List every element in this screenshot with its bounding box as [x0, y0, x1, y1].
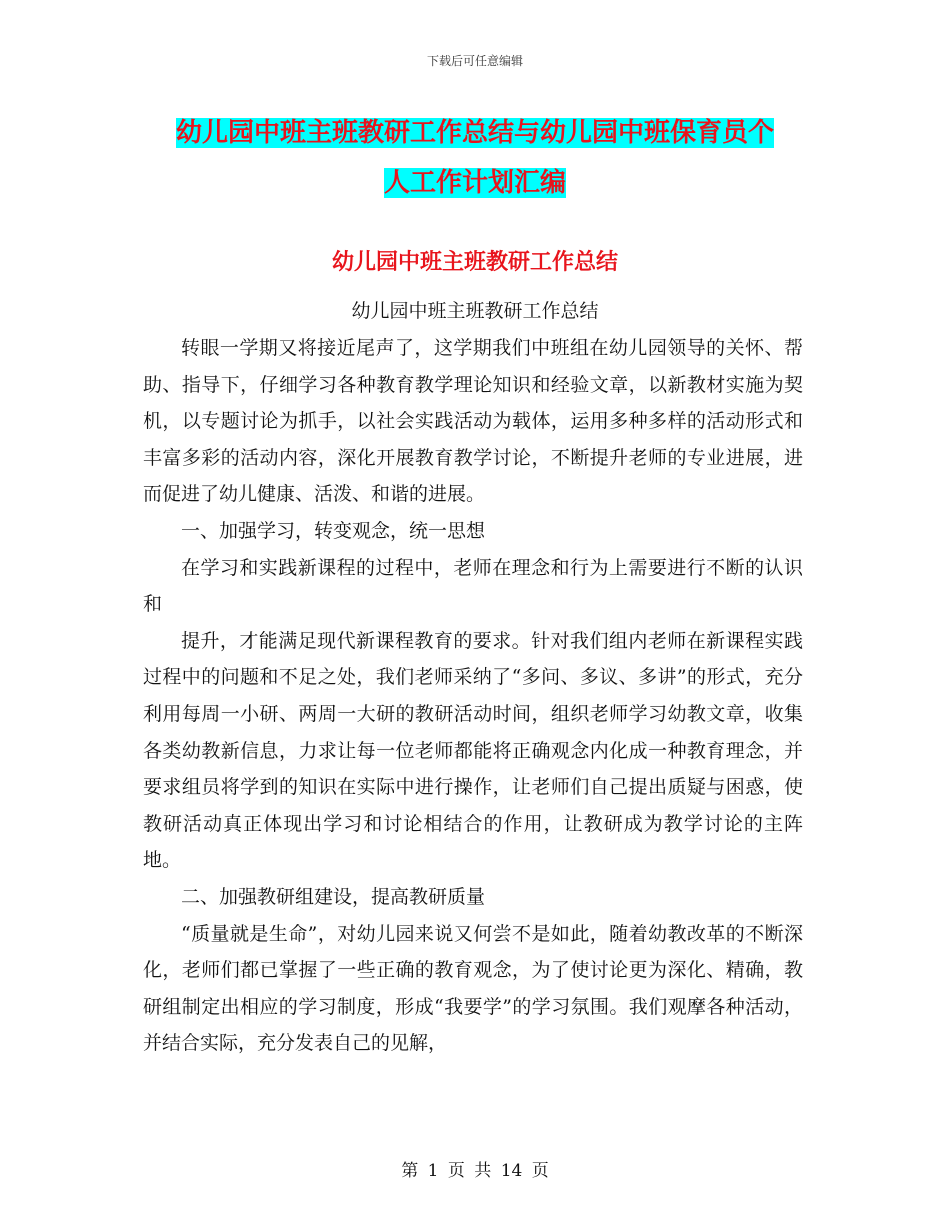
paragraph: “质量就是生命”，对幼儿园来说又何尝不是如此，随着幼教改革的不断深化，老师们都已掌握了一些正确的教育观念，为了使讨论更为深化、精确，教研组制定出相应的学习制度，形成“我要学”的学习氛围。我们观摩各种活动，并结合实际，充分发表自己的见解， [143, 922, 803, 1055]
page-footer: 第 1 页 共 14 页 [401, 1161, 549, 1181]
section-title: 幼儿园中班主班教研工作总结 [331, 250, 618, 275]
paragraph: 提升，才能满足现代新课程教育的要求。针对我们组内老师在新课程实践过程中的问题和不足之处，我们老师采纳了“多问、多议、多讲”的形式，充分利用每周一小研、两周一大研的教研活动时间，组织老师学习幼教文章，收集各类幼教新信息，力求让每一位老师都能将正确观念内化成一种教育理念，并要求组员将学到的知识在实际中进行操作，让老师们自己提出质疑与困惑，使教研活动真正体现出学习和讨论相结合的作用，让教研成为教学讨论的主阵地。 [143, 629, 803, 872]
document-body [143, 330, 803, 1062]
subtitle: 幼儿园中班主班教研工作总结 [351, 300, 599, 322]
paragraph: 在学习和实践新课程的过程中，老师在理念和行为上需要进行不断的认识和 [143, 556, 803, 616]
paragraph: 转眼一学期又将接近尾声了，这学期我们中班组在幼儿园领导的关怀、帮助、指导下，仔细学习各种教育教学理论知识和经验文章，以新教材实施为契机，以专题讨论为抓手，以社会实践活动为载体，运用多种多样的活动形式和丰富多彩的活动内容，深化开展教育教学讨论，不断提升老师的专业进展，进而促进了幼儿健康、活泼、和谐的进展。 [143, 337, 803, 506]
document-title [140, 108, 810, 208]
heading-1: 一、加强学习，转变观念，统一思想 [181, 519, 486, 542]
document-title-line-1: 幼儿园中班主班教研工作总结与幼儿园中班保育员个 [175, 118, 774, 148]
page-header: 下载后可任意编辑 [426, 54, 523, 68]
heading-2: 二、加强教研组建设，提高教研质量 [181, 885, 486, 908]
document-title-line-2: 人工作计划汇编 [383, 168, 566, 198]
